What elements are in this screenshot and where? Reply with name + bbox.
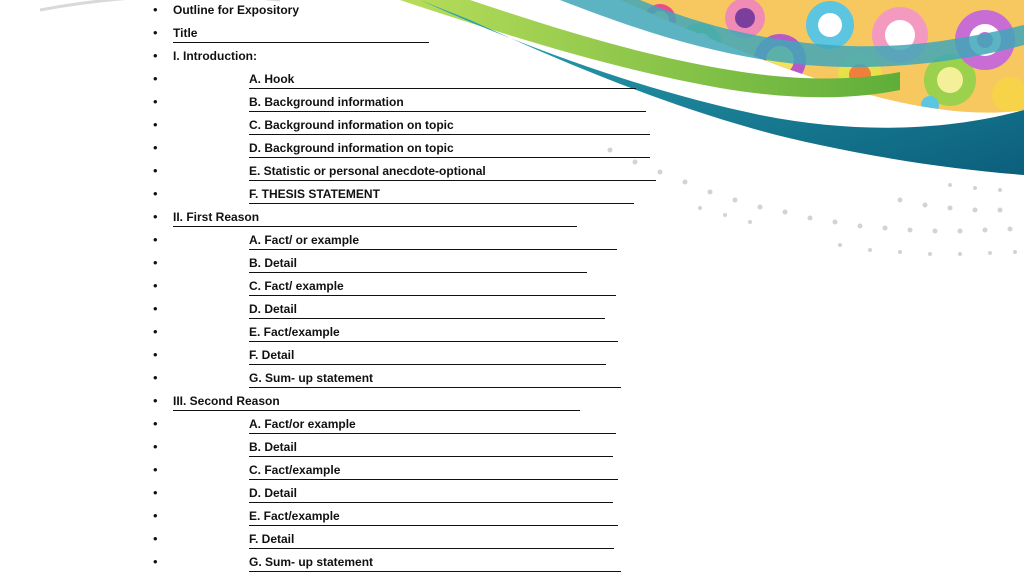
outline-item-label: B. Detail	[249, 256, 298, 270]
outline-item-label: E. Fact/example	[249, 509, 340, 523]
bullet-icon: •	[153, 117, 158, 132]
outline-item-fill-line	[249, 346, 606, 365]
outline-item-label: I. Introduction:	[173, 49, 257, 63]
outline-item-label: G. Sum- up statement	[249, 371, 374, 385]
outline-item-fill-line	[249, 484, 613, 503]
outline-item-label: C. Background information on topic	[249, 118, 454, 132]
outline-item-label: G. Sum- up statement	[249, 555, 374, 569]
bullet-icon: •	[153, 186, 158, 201]
bullet-icon: •	[153, 485, 158, 500]
bullet-icon: •	[153, 163, 158, 178]
outline-item-label: E. Fact/example	[249, 325, 340, 339]
bullet-icon: •	[153, 94, 158, 109]
outline-item-fill-line	[249, 162, 656, 181]
outline-item-label: C. Fact/example	[249, 463, 341, 477]
bullet-icon: •	[153, 531, 158, 546]
bullet-icon: •	[153, 554, 158, 569]
bullet-icon: •	[153, 462, 158, 477]
bullet-icon: •	[153, 370, 158, 385]
bullet-icon: •	[153, 416, 158, 431]
outline-item-label: A. Fact/or example	[249, 417, 356, 431]
bullet-icon: •	[153, 347, 158, 362]
bullet-icon: •	[153, 324, 158, 339]
bullet-icon: •	[153, 140, 158, 155]
outline-item-fill-line	[249, 116, 650, 135]
outline-item-label: C. Fact/ example	[249, 279, 344, 293]
outline-item-fill-line	[249, 530, 614, 549]
bullet-icon: •	[153, 255, 158, 270]
bullet-icon: •	[153, 209, 158, 224]
outline-item-label: F. THESIS STATEMENT	[249, 187, 380, 201]
outline-item-label: B. Detail	[249, 440, 298, 454]
bullet-icon: •	[153, 439, 158, 454]
outline-item-label: II. First Reason	[173, 210, 260, 224]
outline-item-fill-line	[249, 139, 650, 158]
outline-item-label: D. Detail	[249, 302, 298, 316]
outline-item-label: A. Hook	[249, 72, 295, 86]
outline-item-fill-line	[249, 70, 636, 89]
bullet-icon: •	[153, 393, 158, 408]
bullet-icon: •	[153, 301, 158, 316]
bullet-icon: •	[153, 71, 158, 86]
outline-item-label: E. Statistic or personal anecdote-optional	[249, 164, 486, 178]
outline-item-fill-line	[173, 208, 577, 227]
bullet-icon: •	[153, 508, 158, 523]
outline-item-fill-line	[249, 254, 587, 273]
outline-item-label: D. Detail	[249, 486, 298, 500]
outline-item-fill-line	[249, 369, 621, 388]
outline-item-label: D. Background information on topic	[249, 141, 454, 155]
bullet-icon: •	[153, 2, 158, 17]
outline-item-fill-line	[249, 277, 616, 296]
outline-item-fill-line	[249, 185, 634, 204]
outline-item-label: F. Detail	[249, 532, 295, 546]
outline-item-fill-line	[249, 93, 646, 112]
outline-item-label: B. Background information	[249, 95, 404, 109]
outline-item-fill-line	[249, 461, 618, 480]
outline-item-fill-line	[249, 507, 618, 526]
outline-item-label: Outline for Expository	[173, 3, 300, 17]
outline-item-label: A. Fact/ or example	[249, 233, 360, 247]
outline-item-fill-line	[249, 300, 605, 319]
bullet-icon: •	[153, 278, 158, 293]
outline-item-label: III. Second Reason	[173, 394, 280, 408]
outline-item-fill-line	[173, 392, 580, 411]
outline-item-fill-line	[249, 323, 618, 342]
outline-item-label: F. Detail	[249, 348, 295, 362]
outline-item-fill-line	[173, 24, 429, 43]
bullet-icon: •	[153, 48, 158, 63]
outline-item-fill-line	[249, 415, 616, 434]
bullet-icon: •	[153, 25, 158, 40]
outline-item-fill-line	[249, 231, 617, 250]
outline-item-fill-line	[249, 553, 621, 572]
bullet-icon: •	[153, 232, 158, 247]
outline-item-label: Title	[173, 26, 198, 40]
outline-item-fill-line	[249, 438, 613, 457]
